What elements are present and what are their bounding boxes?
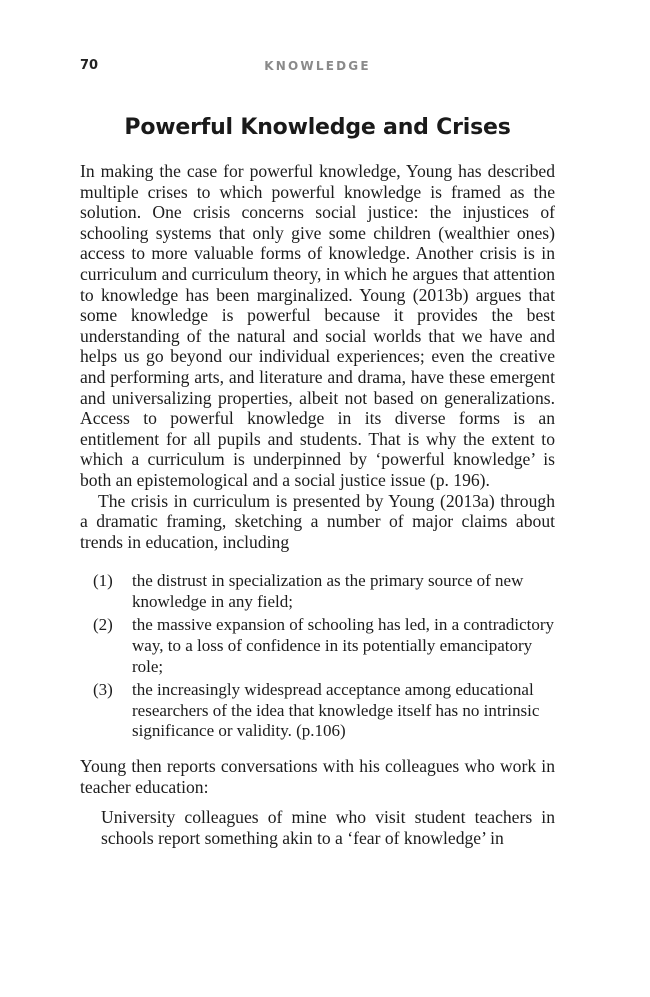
list-item-number: (2) [93,615,113,635]
list-item [80,680,555,742]
list-item [80,615,555,677]
paragraph-1: In making the case for powerful knowledge, Young has described multiple crises to which powerful knowledge is framed as the solution. One crisis concerns social justice: the injustices of schooling systems that only give some children (wealthier ones) access to more valuable forms of knowledge. Another crisis is in curriculum and curriculum theory, in which he argues that attention to knowledge has been marginalized. Young (2013b) argues that some knowledge is powerful because it provides the best understanding of the natural and social worlds that we have and helps us go beyond our individual experiences; even the creative and performing arts, and literature and drama, have these emergent and universalizing properties, albeit not based on generalizations. Access to powerful knowledge in its diverse forms is an entitlement for all pupils and students. That is why the extent to which a curriculum is underpinned by ‘powerful knowledge’ is both an epistemological and a social justice issue (p. 196). [80,161,555,490]
claims-list [80,571,555,742]
list-item-number: (1) [93,571,113,591]
page-number: 70 [80,58,99,73]
section-title: Powerful Knowledge and Crises [124,115,511,140]
list-item-text: the increasingly widespread acceptance among educational researchers of the idea that knowledge itself has no intrinsic significance or validity. (p.106) [132,680,540,741]
list-item-text: the massive expansion of schooling has led, in a contradictory way, to a loss of confidence in its potentially emancipatory role; [132,615,555,676]
paragraph-2: The crisis in curriculum is presented by Young (2013a) through a dramatic framing, sketching a number of major claims about trends in education, including [80,490,555,552]
list-item [80,571,555,612]
list-item-number: (3) [93,680,113,700]
running-head [80,58,555,78]
block-quote: University colleagues of mine who visit student teachers in schools report something akin to a ‘fear of knowledge’ in [101,807,555,848]
body-text [80,161,555,848]
list-item-text: the distrust in specialization as the primary source of new knowledge in any field; [132,571,524,611]
running-title: KNOWLEDGE [264,59,371,73]
paragraph-3: Young then reports conversations with his colleagues who work in teacher education: [80,756,555,797]
